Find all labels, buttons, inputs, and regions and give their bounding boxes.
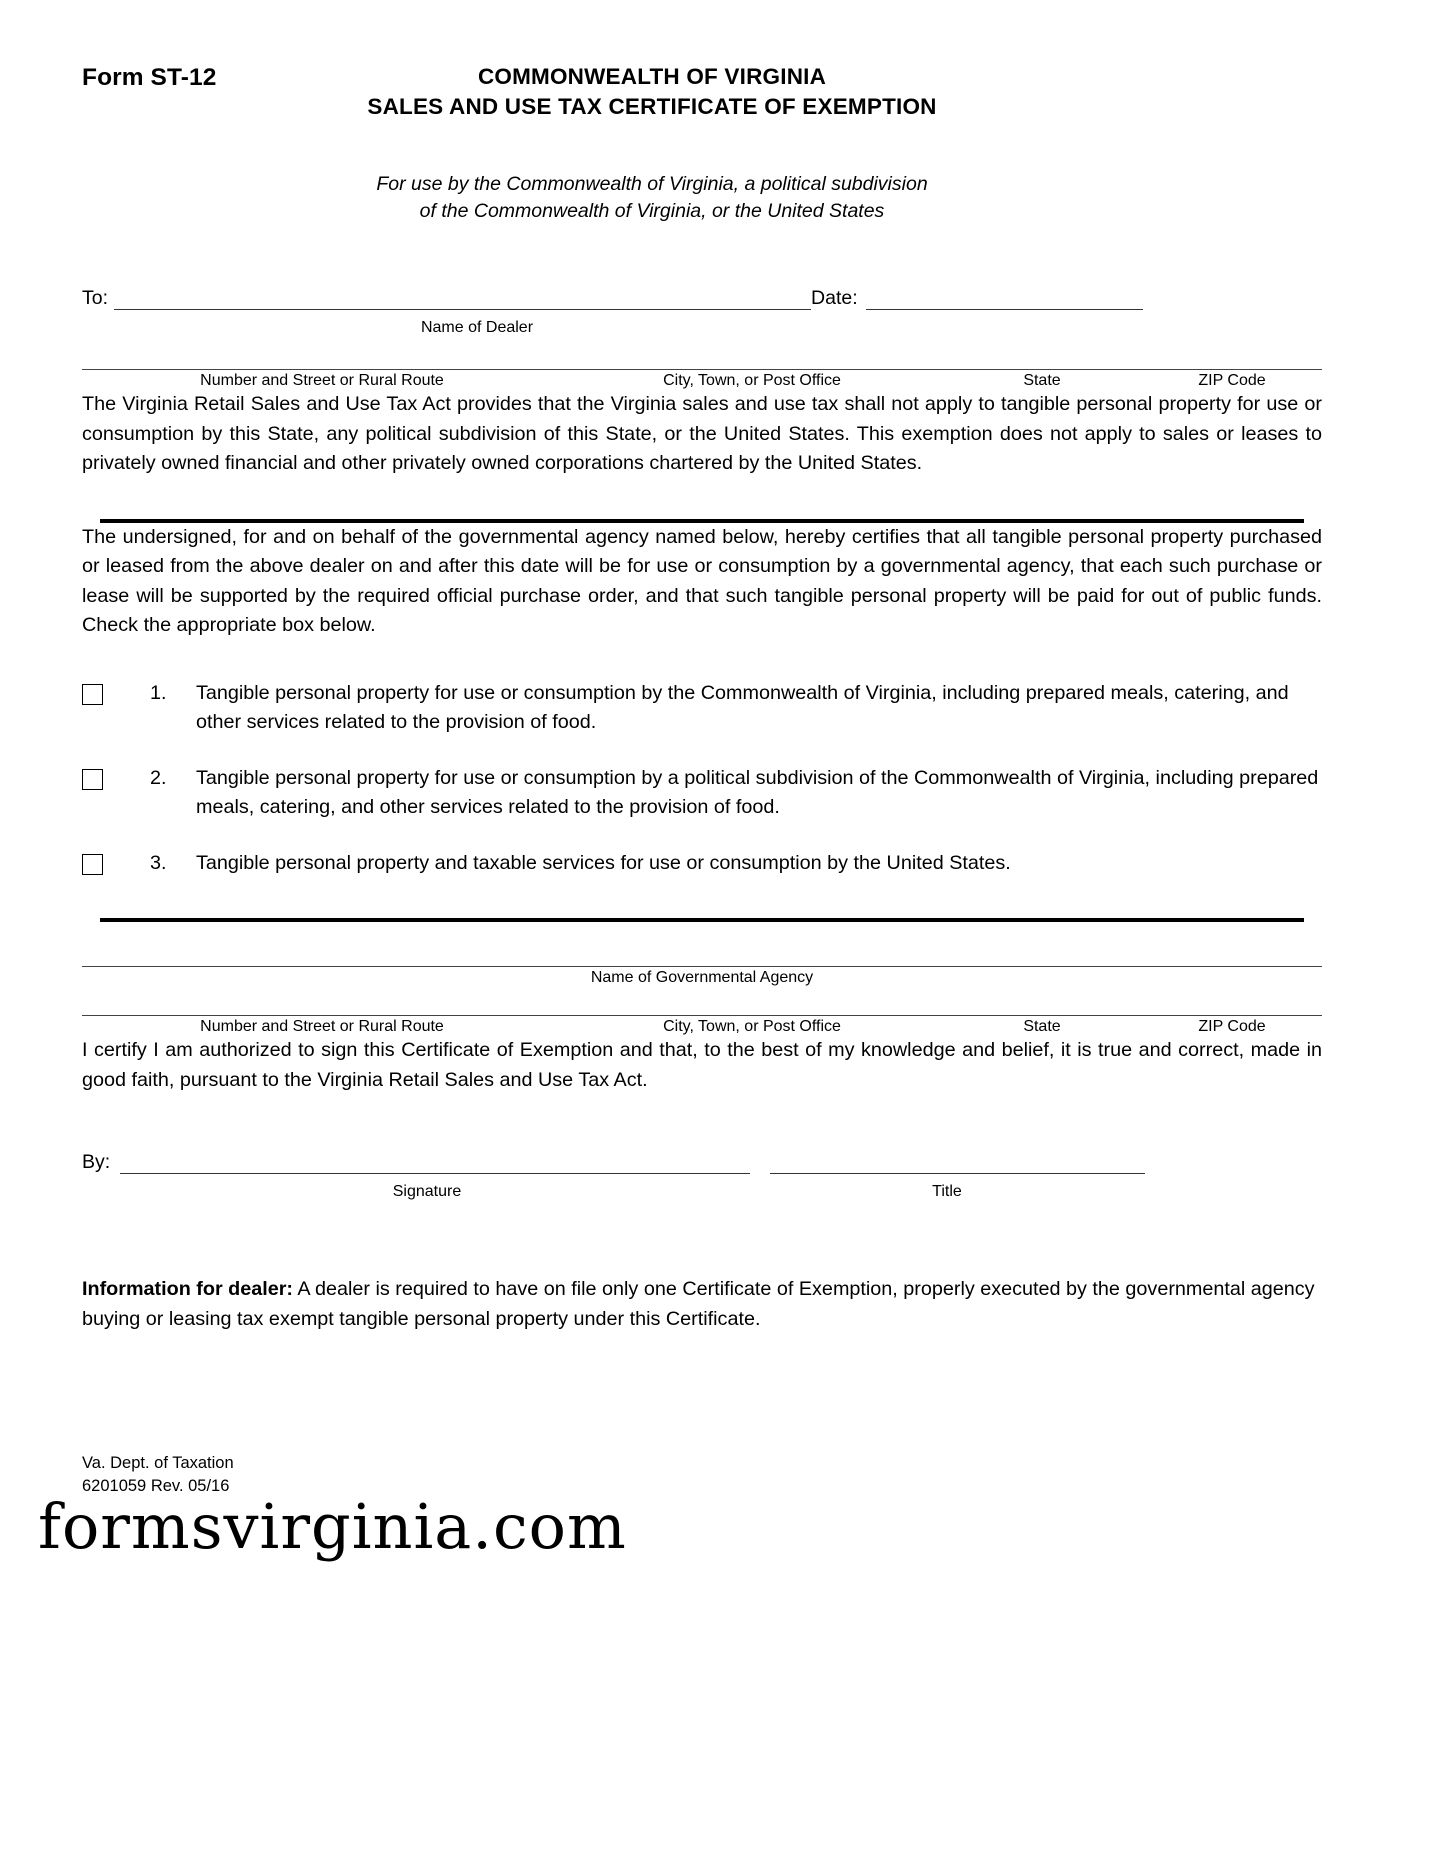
to-label: To: [82,287,109,309]
dealer-address-input[interactable] [82,369,1322,370]
option-2-number: 2. [150,766,167,789]
agency-address-input[interactable] [82,1015,1322,1016]
caption-state: State [1023,372,1061,389]
footer-agency: Va. Dept. of Taxation [82,1454,234,1472]
date-input[interactable] [866,287,1143,310]
option-2-label: Tangible personal property for use or consumption by a political subdivision of the Commonwealth of Virginia, including prepared meals, catering, and other services related to the provision of food. [196,766,1319,818]
dealer-information-heading: Information for dealer: [82,1278,294,1300]
caption-agency-zip: ZIP Code [1198,1018,1266,1035]
undersigned-paragraph: The undersigned, for and on behalf of the governmental agency named below, hereby certifies that all tangible personal property purchased or leased from the above dealer on and after this date will be for use or consumption by a governmental agency, that each such purchase or lease will be supported by the required official purchase order, and that such tangible personal property will be paid for out of public funds. Check the appropriate box below. [82,525,1322,636]
dealer-information-block [82,1275,1322,1334]
agency-name-input[interactable] [82,966,1322,967]
exemption-options-list [82,679,1322,879]
caption-signature: Signature [392,1183,462,1200]
signature-input[interactable] [120,1151,750,1174]
agency-address-captions [82,1018,1322,1036]
checkbox-option-2[interactable] [82,769,103,790]
agency-name-block [82,966,1322,987]
by-label: By: [82,1151,111,1173]
form-number: Form ST-12 [82,64,217,91]
dealer-information-text: A dealer is required to have on file only one Certificate of Exemption, properly executed by the governmental agency buying or leasing tax exempt tangible personal property under this Certificate. [82,1278,1315,1330]
checkbox-option-3[interactable] [82,854,103,875]
list-item [82,849,1322,879]
form-content [82,0,1322,1498]
option-3-number: 3. [150,851,167,874]
form-title-block [92,62,1212,122]
page-title: COMMONWEALTH OF VIRGINIA [477,64,827,89]
dealer-name-input[interactable] [114,287,811,310]
caption-street: Number and Street or Rural Route [200,372,444,389]
site-watermark: formsvirginia.com [38,1490,627,1563]
caption-agency-street: Number and Street or Rural Route [200,1018,444,1035]
caption-zip: ZIP Code [1198,372,1266,389]
caption-city: City, Town, or Post Office [663,372,841,389]
option-3-label: Tangible personal property and taxable services for use or consumption by the United States. [196,851,1011,874]
title-input[interactable] [770,1151,1145,1174]
agency-name-caption: Name of Governmental Agency [590,969,814,986]
caption-agency-city: City, Town, or Post Office [663,1018,841,1035]
page-subtitle-heading: SALES AND USE TAX CERTIFICATE OF EXEMPTION [367,94,937,119]
option-1-label: Tangible personal property for use or consumption by the Commonwealth of Virginia, including prepared meals, catering, and other services related to the provision of food. [196,681,1289,733]
usage-note-line-2: of the Commonwealth of Virginia, or the United States [419,200,885,222]
agency-address-block [82,1015,1322,1036]
footer-revision: 6201059 Rev. 05/16 [82,1477,230,1495]
dealer-address-captions [82,372,1322,390]
dealer-to-row [82,287,1322,315]
signature-captions [82,1183,1322,1203]
usage-note-line-1: For use by the Commonwealth of Virginia, a political subdivision [376,173,928,195]
date-label: Date: [811,287,858,309]
signature-row [82,1151,1322,1181]
section-divider-bottom [100,918,1304,922]
list-item [82,679,1322,738]
name-of-dealer-caption: Name of Dealer [420,319,534,336]
form-header [82,62,1322,124]
list-item [82,764,1322,823]
certification-paragraph: I certify I am authorized to sign this Certificate of Exemption and that, to the best of my knowledge and belief, it is true and correct, made in good faith, pursuant to the Virginia Retail Sales and Use Tax Act. [82,1039,1322,1091]
form-usage-note [92,171,1212,225]
option-1-number: 1. [150,681,167,704]
caption-title: Title [932,1183,962,1200]
act-provision-paragraph: The Virginia Retail Sales and Use Tax Act provides that the Virginia sales and use tax shall not apply to tangible personal property for use or consumption by this State, any political subdivision of this State, or the United States. This exemption does not apply to sales or leases to privately owned financial and other privately owned corporations chartered by the United States. [82,393,1322,474]
dealer-address-block [82,369,1322,390]
checkbox-option-1[interactable] [82,684,103,705]
caption-agency-state: State [1023,1018,1061,1035]
